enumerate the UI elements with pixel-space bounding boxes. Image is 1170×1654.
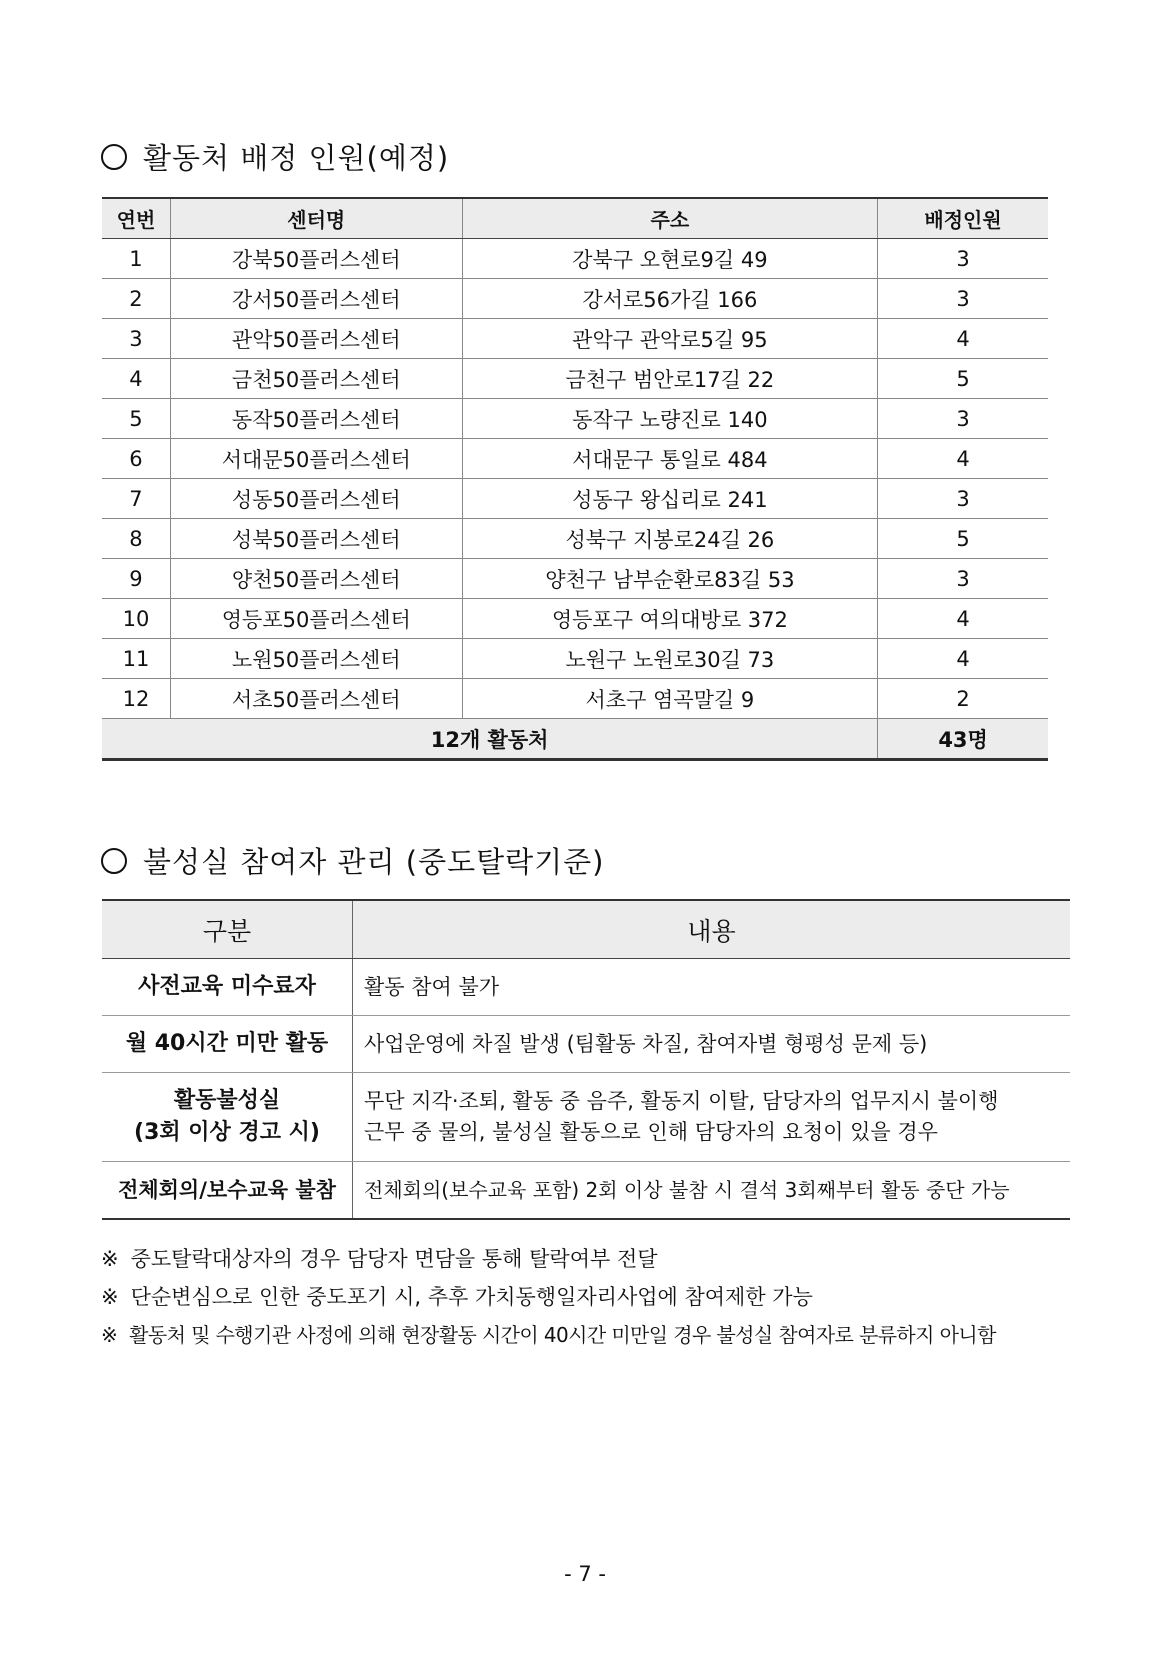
header-no: 연번: [102, 198, 170, 239]
table-row: [102, 959, 1070, 1016]
cell-count: 3: [878, 399, 1048, 439]
content-line: 활동 참여 불가: [364, 974, 500, 999]
section-title-text: 활동처 배정 인원(예정): [143, 141, 450, 175]
cell-no: 7: [102, 479, 170, 519]
cell-no: 1: [102, 239, 170, 279]
header-center: 센터명: [170, 198, 462, 239]
cell-address: 관악구 관악로5길 95: [462, 319, 878, 359]
section-title-allocation: [101, 136, 449, 177]
cell-no: 5: [102, 399, 170, 439]
note-text: 중도탈락대상자의 경우 담당자 면담을 통해 탈락여부 전달: [130, 1247, 658, 1271]
table-row: [102, 439, 1048, 479]
cell-content: [353, 959, 1071, 1016]
reference-mark-icon: ※: [101, 1285, 119, 1309]
cell-no: 8: [102, 519, 170, 559]
section-title-text: 불성실 참여자 관리 (중도탈락기준): [143, 845, 605, 879]
cell-count: 3: [878, 479, 1048, 519]
cell-category: [102, 1016, 353, 1073]
cell-address: 성북구 지봉로24길 26: [462, 519, 878, 559]
table-row: [102, 319, 1048, 359]
reference-mark-icon: ※: [101, 1247, 119, 1271]
table-row: [102, 639, 1048, 679]
cell-address: 강북구 오현로9길 49: [462, 239, 878, 279]
cell-center: 서대문50플러스센터: [170, 439, 462, 479]
note-text: 단순변심으로 인한 중도포기 시, 추후 가치동행일자리사업에 참여제한 가능: [130, 1285, 813, 1309]
table-row: [102, 559, 1048, 599]
dropout-criteria-table: [102, 899, 1070, 1220]
cell-address: 성동구 왕십리로 241: [462, 479, 878, 519]
cell-count: 4: [878, 599, 1048, 639]
cell-address: 동작구 노량진로 140: [462, 399, 878, 439]
table-row: [102, 279, 1048, 319]
cell-count: 3: [878, 279, 1048, 319]
total-label: 12개 활동처: [102, 719, 878, 760]
cell-center: 서초50플러스센터: [170, 679, 462, 719]
cell-no: 9: [102, 559, 170, 599]
cell-center: 금천50플러스센터: [170, 359, 462, 399]
table-row: [102, 399, 1048, 439]
cell-no: 12: [102, 679, 170, 719]
reference-mark-icon: ※: [101, 1323, 118, 1347]
cell-center: 노원50플러스센터: [170, 639, 462, 679]
cell-count: 4: [878, 439, 1048, 479]
page-number: - 7 -: [564, 1562, 606, 1586]
cell-center: 강서50플러스센터: [170, 279, 462, 319]
note-text: 활동처 및 수행기관 사정에 의해 현장활동 시간이 40시간 미만일 경우 불성실 참여자로 분류하지 아니함: [129, 1323, 996, 1347]
category-line: 활동불성실: [173, 1088, 281, 1113]
section-title-management: [101, 840, 604, 881]
header-content: 내용: [353, 900, 1071, 959]
table-row: [102, 359, 1048, 399]
cell-address: 양천구 남부순환로83길 53: [462, 559, 878, 599]
table-header-row: [102, 900, 1070, 959]
cell-address: 서초구 염곡말길 9: [462, 679, 878, 719]
content-line: 근무 중 물의, 불성실 활동으로 인해 담당자의 요청이 있을 경우: [364, 1120, 938, 1144]
cell-category: [102, 1073, 353, 1162]
cell-no: 2: [102, 279, 170, 319]
cell-address: 강서로56가길 166: [462, 279, 878, 319]
content-line: 사업운영에 차질 발생 (팀활동 차질, 참여자별 형평성 문제 등): [364, 1031, 928, 1056]
note-item: [101, 1316, 996, 1354]
table-row: [102, 1016, 1070, 1073]
table-total-row: [102, 719, 1048, 760]
category-line: (3회 이상 경고 시): [134, 1120, 320, 1145]
table-row: [102, 1162, 1070, 1220]
cell-center: 동작50플러스센터: [170, 399, 462, 439]
cell-address: 금천구 범안로17길 22: [462, 359, 878, 399]
cell-center: 양천50플러스센터: [170, 559, 462, 599]
category-line: 월 40시간 미만 활동: [125, 1031, 329, 1056]
table-row: [102, 519, 1048, 559]
cell-count: 4: [878, 319, 1048, 359]
cell-count: 2: [878, 679, 1048, 719]
cell-no: 4: [102, 359, 170, 399]
header-count: 배정인원: [878, 198, 1048, 239]
allocation-table: [102, 197, 1048, 761]
cell-category: [102, 959, 353, 1016]
category-line: 사전교육 미수료자: [138, 974, 316, 999]
cell-no: 3: [102, 319, 170, 359]
circle-bullet-icon: [101, 144, 127, 170]
cell-content: [353, 1073, 1071, 1162]
circle-bullet-icon: [101, 848, 127, 874]
note-item: [101, 1278, 996, 1316]
table-row: [102, 679, 1048, 719]
cell-count: 5: [878, 359, 1048, 399]
category-line: 전체회의/보수교육 불참: [118, 1178, 336, 1202]
table-row: [102, 599, 1048, 639]
content-line: 무단 지각·조퇴, 활동 중 음주, 활동지 이탈, 담당자의 업무지시 불이행: [364, 1089, 999, 1113]
table-row: [102, 479, 1048, 519]
content-line: 전체회의(보수교육 포함) 2회 이상 불참 시 결석 3회째부터 활동 중단 가능: [364, 1177, 1010, 1202]
cell-center: 강북50플러스센터: [170, 239, 462, 279]
cell-no: 11: [102, 639, 170, 679]
table-header-row: [102, 198, 1048, 239]
cell-address: 서대문구 통일로 484: [462, 439, 878, 479]
cell-center: 성북50플러스센터: [170, 519, 462, 559]
note-item: [101, 1240, 996, 1278]
header-category: 구분: [102, 900, 353, 959]
cell-no: 6: [102, 439, 170, 479]
notes-list: [101, 1240, 996, 1354]
cell-count: 3: [878, 559, 1048, 599]
cell-center: 영등포50플러스센터: [170, 599, 462, 639]
cell-category: [102, 1162, 353, 1220]
cell-address: 노원구 노원로30길 73: [462, 639, 878, 679]
cell-center: 관악50플러스센터: [170, 319, 462, 359]
cell-no: 10: [102, 599, 170, 639]
cell-center: 성동50플러스센터: [170, 479, 462, 519]
table-row: [102, 1073, 1070, 1162]
total-count: 43명: [878, 719, 1048, 760]
header-address: 주소: [462, 198, 878, 239]
cell-address: 영등포구 여의대방로 372: [462, 599, 878, 639]
cell-count: 3: [878, 239, 1048, 279]
cell-count: 4: [878, 639, 1048, 679]
cell-content: [353, 1016, 1071, 1073]
cell-content: [353, 1162, 1071, 1220]
table-row: [102, 239, 1048, 279]
cell-count: 5: [878, 519, 1048, 559]
